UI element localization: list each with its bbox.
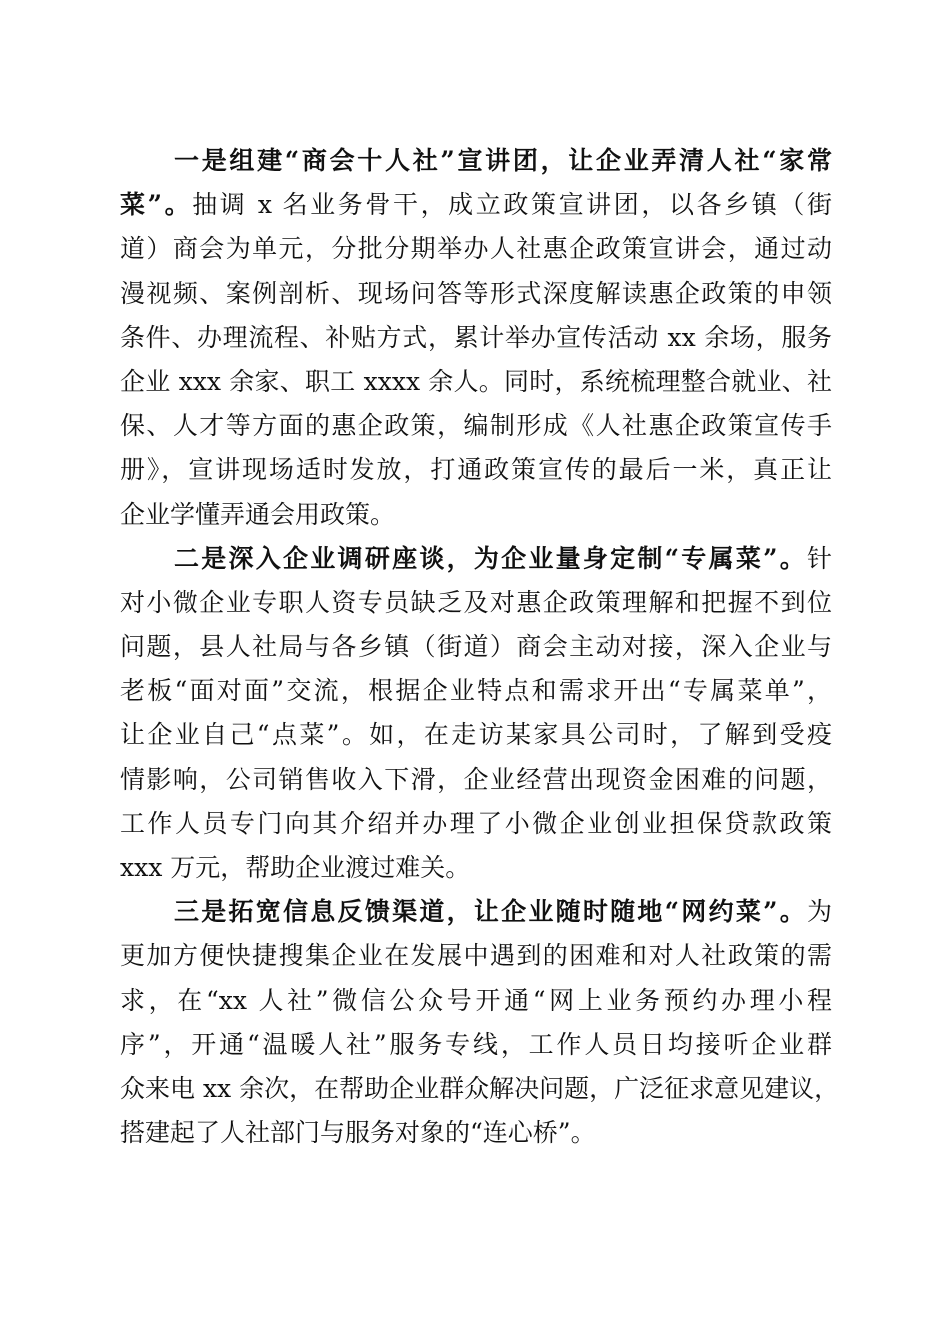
text-line (120, 979, 832, 1023)
paragraph (120, 139, 832, 537)
paragraph (120, 890, 840, 1155)
text-line (120, 448, 832, 492)
text-line (120, 1067, 840, 1111)
body-text: 序”，开通“温暖人社”服务专线，工作人员日均接听企业群 (120, 1029, 832, 1059)
bold-lead-text: 二是深入企业调研座谈，为企业量身定制“专属菜”。 (174, 543, 807, 573)
bold-lead-text: 菜”。 (120, 190, 193, 220)
bold-lead-text: 一是组建“商会十人社”宣讲团，让企业弄清人社“家常 (174, 146, 832, 175)
body-text: 工作人员专门向其介绍并办理了小微企业创业担保贷款政策 (120, 808, 832, 838)
body-text: 企业学懂弄通会用政策。 (120, 499, 396, 529)
text-line (120, 934, 832, 978)
text-line (120, 846, 832, 890)
body-text: 企业 xxx 余家、职工 xxxx 余人。同时，系统梳理整合就业、社 (120, 366, 832, 396)
bold-lead-text: 三是拓宽信息反馈渠道，让企业随时随地“网约菜”。 (174, 897, 807, 927)
body-text: 抽调 x 名业务骨干，成立政策宣讲团，以各乡镇（街 (192, 190, 832, 220)
text-line (120, 758, 832, 802)
document-body (120, 139, 840, 1155)
text-line (120, 227, 832, 271)
body-text: 情影响，公司销售收入下滑，企业经营出现资金困难的问题， (120, 764, 832, 794)
text-line (120, 139, 832, 183)
body-text: 让企业自己“点菜”。如，在走访某家具公司时，了解到受疫 (120, 720, 832, 750)
text-line (120, 669, 832, 713)
body-text: 道）商会为单元，分批分期举办人社惠企政策宣讲会，通过动 (120, 234, 832, 264)
body-text: 漫视频、案例剖析、现场问答等形式深度解读惠企政策的申领 (120, 278, 832, 308)
body-text: xxx 万元，帮助企业渡过难关。 (120, 853, 471, 882)
body-text: 对小微企业专职人资专员缺乏及对惠企政策理解和把握不到位 (120, 587, 832, 617)
body-text: 老板“面对面”交流，根据企业特点和需求开出“专属菜单”， (120, 676, 832, 706)
text-line (120, 537, 832, 581)
text-line (120, 625, 832, 669)
paragraph (120, 537, 832, 891)
body-text: 册》，宣讲现场适时发放，打通政策宣传的最后一米，真正让 (120, 455, 832, 485)
text-line (120, 713, 832, 757)
body-text: 众来电 xx 余次，在帮助企业群众解决问题，广泛征求意见建议， (120, 1073, 840, 1103)
body-text: 问题，县人社局与各乡镇（街道）商会主动对接，深入企业与 (120, 632, 832, 662)
body-text: 更加方便快捷搜集企业在发展中遇到的困难和对人社政策的需 (120, 941, 832, 971)
text-line (120, 493, 832, 537)
body-text: 求，在“xx 人社”微信公众号开通“网上业务预约办理小程 (120, 985, 832, 1015)
text-line (120, 272, 832, 316)
text-line (120, 316, 832, 360)
body-text: 保、人才等方面的惠企政策，编制形成《人社惠企政策宣传手 (120, 411, 832, 441)
body-text: 条件、办理流程、补贴方式，累计举办宣传活动 xx 余场，服务 (120, 322, 832, 352)
text-line (120, 1111, 832, 1155)
text-line (120, 802, 832, 846)
text-line (120, 1023, 832, 1067)
text-line (120, 404, 832, 448)
text-line (120, 581, 832, 625)
body-text: 为 (806, 897, 832, 927)
text-line (120, 890, 832, 934)
body-text: 搭建起了人社部门与服务对象的“连心桥”。 (120, 1118, 596, 1148)
text-line (120, 360, 832, 404)
text-line (120, 183, 832, 227)
body-text: 针 (806, 543, 832, 573)
